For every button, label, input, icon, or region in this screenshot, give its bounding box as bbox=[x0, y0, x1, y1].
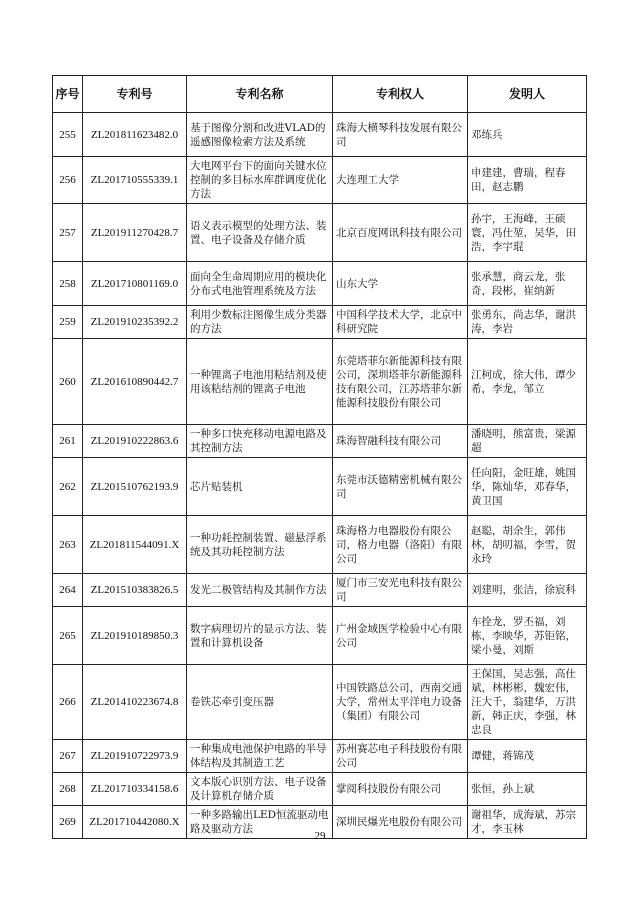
row-owner: 中国铁路总公司，西南交通大学，常州太平洋电力设备（集团）有限公司 bbox=[333, 665, 468, 740]
table-header-row bbox=[53, 76, 587, 113]
row-index: 269 bbox=[53, 806, 83, 839]
row-patent-no: ZL201910189850.3 bbox=[83, 607, 187, 665]
table-row bbox=[53, 204, 587, 262]
row-patent-no: ZL201811623482.0 bbox=[83, 113, 187, 157]
row-owner: 东莞塔菲尔新能源科技有限公司，深圳塔菲尔新能源科技有限公司，江苏塔菲尔新能源科技股份有限公司 bbox=[333, 339, 468, 425]
row-owner: 东莞市沃德精密机械有限公司 bbox=[333, 458, 468, 516]
row-patent-name: 一种多路输出LED恒流驱动电路及驱动方法 bbox=[187, 806, 333, 839]
row-owner: 珠海大横琴科技发展有限公司 bbox=[333, 113, 468, 157]
header-patent-name: 专利名称 bbox=[187, 76, 333, 113]
table-row bbox=[53, 740, 587, 773]
row-owner: 大连理工大学 bbox=[333, 157, 468, 204]
table-row bbox=[53, 113, 587, 157]
table-row bbox=[53, 339, 587, 425]
row-patent-no: ZL201811544091.X bbox=[83, 516, 187, 574]
header-patent-no: 专利号 bbox=[83, 76, 187, 113]
row-inventor: 谢祖华，成海斌，苏宗才，李玉林 bbox=[468, 806, 587, 839]
row-patent-name: 数字病理切片的显示方法、装置和计算机设备 bbox=[187, 607, 333, 665]
row-index: 257 bbox=[53, 204, 83, 262]
row-patent-no: ZL201710555339.1 bbox=[83, 157, 187, 204]
table-row bbox=[53, 306, 587, 339]
row-inventor: 邓练兵 bbox=[468, 113, 587, 157]
row-inventor: 谭健，蒋锦茂 bbox=[468, 740, 587, 773]
row-owner: 厦门市三安光电科技有限公司 bbox=[333, 574, 468, 607]
table-row bbox=[53, 607, 587, 665]
row-owner: 珠海格力电器股份有限公司，格力电器（洛阳）有限公司 bbox=[333, 516, 468, 574]
table-row bbox=[53, 773, 587, 806]
row-index: 261 bbox=[53, 425, 83, 458]
row-patent-name: 一种功耗控制装置、磁悬浮系统及其功耗控制方法 bbox=[187, 516, 333, 574]
row-owner: 广州金域医学检验中心有限公司 bbox=[333, 607, 468, 665]
row-patent-no: ZL201911270428.7 bbox=[83, 204, 187, 262]
row-index: 266 bbox=[53, 665, 83, 740]
table-row bbox=[53, 458, 587, 516]
row-patent-name: 面向全生命周期应用的模块化分布式电池管理系统及方法 bbox=[187, 262, 333, 306]
row-patent-name: 一种集成电池保护电路的半导体结构及其制造工艺 bbox=[187, 740, 333, 773]
row-patent-no: ZL201710442080.X bbox=[83, 806, 187, 839]
header-inventor: 发明人 bbox=[468, 76, 587, 113]
table-row bbox=[53, 574, 587, 607]
row-inventor: 王保国，吴志强，高仕斌，林彬彬，魏宏伟，汪大千，翁建华，万洪新，韩正庆，李强，林忠良 bbox=[468, 665, 587, 740]
row-patent-name: 卷铁芯牵引变压器 bbox=[187, 665, 333, 740]
row-inventor: 张承慧，商云龙，张奇，段彬，崔纳新 bbox=[468, 262, 587, 306]
patent-table bbox=[52, 75, 587, 839]
row-patent-no: ZL201910235392.2 bbox=[83, 306, 187, 339]
row-index: 264 bbox=[53, 574, 83, 607]
row-patent-no: ZL201910722973.9 bbox=[83, 740, 187, 773]
table-row bbox=[53, 262, 587, 306]
row-owner: 中国科学技术大学，北京中科研究院 bbox=[333, 306, 468, 339]
row-patent-no: ZL201910222863.6 bbox=[83, 425, 187, 458]
row-index: 265 bbox=[53, 607, 83, 665]
row-owner: 掌阅科技股份有限公司 bbox=[333, 773, 468, 806]
row-patent-name: 一种锂离子电池用粘结剂及使用该粘结剂的锂离子电池 bbox=[187, 339, 333, 425]
row-index: 258 bbox=[53, 262, 83, 306]
row-index: 255 bbox=[53, 113, 83, 157]
row-patent-no: ZL201710801169.0 bbox=[83, 262, 187, 306]
row-inventor: 江柯成，徐大伟，谭少希，李龙，邹立 bbox=[468, 339, 587, 425]
row-index: 268 bbox=[53, 773, 83, 806]
row-owner: 深圳民爆光电股份有限公司 bbox=[333, 806, 468, 839]
row-patent-name: 大电网平台下的面向关键水位控制的多目标水库群调度优化方法 bbox=[187, 157, 333, 204]
row-patent-no: ZL201410223674.8 bbox=[83, 665, 187, 740]
row-index: 259 bbox=[53, 306, 83, 339]
row-patent-no: ZL201710334158.6 bbox=[83, 773, 187, 806]
table-body bbox=[53, 113, 587, 839]
row-inventor: 车拴龙，罗丕福，刘栋，李映华，苏钜铭，梁小曼，刘斯 bbox=[468, 607, 587, 665]
row-owner: 山东大学 bbox=[333, 262, 468, 306]
row-patent-name: 文本版心识别方法、电子设备及计算机存储介质 bbox=[187, 773, 333, 806]
row-index: 260 bbox=[53, 339, 83, 425]
table-row bbox=[53, 425, 587, 458]
page-number: 29 bbox=[314, 830, 326, 842]
row-inventor: 孙宇，王海峰，王硕寰，冯仕堃，吴华，田浩，李宇琨 bbox=[468, 204, 587, 262]
table-row bbox=[53, 516, 587, 574]
row-patent-name: 语义表示模型的处理方法、装置、电子设备及存储介质 bbox=[187, 204, 333, 262]
row-owner: 北京百度网讯科技有限公司 bbox=[333, 204, 468, 262]
row-inventor: 张恒，孙上斌 bbox=[468, 773, 587, 806]
row-inventor: 张勇东，尚志华，谢洪涛，李岩 bbox=[468, 306, 587, 339]
row-patent-name: 基于图像分割和改进VLAD的遥感图像检索方法及系统 bbox=[187, 113, 333, 157]
row-patent-no: ZL201510383826.5 bbox=[83, 574, 187, 607]
row-patent-name: 芯片贴装机 bbox=[187, 458, 333, 516]
row-owner: 珠海智融科技有限公司 bbox=[333, 425, 468, 458]
row-patent-no: ZL201610890442.7 bbox=[83, 339, 187, 425]
row-index: 263 bbox=[53, 516, 83, 574]
row-index: 256 bbox=[53, 157, 83, 204]
row-inventor: 申建建，曹瑞，程春田，赵志鹏 bbox=[468, 157, 587, 204]
row-patent-name: 发光二极管结构及其制作方法 bbox=[187, 574, 333, 607]
row-owner: 苏州赛芯电子科技股份有限公司 bbox=[333, 740, 468, 773]
row-index: 262 bbox=[53, 458, 83, 516]
table-row bbox=[53, 665, 587, 740]
row-inventor: 刘建明，张洁，徐宸科 bbox=[468, 574, 587, 607]
row-inventor: 潘晓明，熊富贵，梁源超 bbox=[468, 425, 587, 458]
header-owner: 专利权人 bbox=[333, 76, 468, 113]
row-patent-name: 利用少数标注图像生成分类器的方法 bbox=[187, 306, 333, 339]
table-row bbox=[53, 157, 587, 204]
row-patent-no: ZL201510762193.9 bbox=[83, 458, 187, 516]
row-inventor: 任向阳，金旺雄，姚国华，陈灿华，邓春华，黄卫国 bbox=[468, 458, 587, 516]
row-index: 267 bbox=[53, 740, 83, 773]
row-patent-name: 一种多口快充移动电源电路及其控制方法 bbox=[187, 425, 333, 458]
header-index: 序号 bbox=[53, 76, 83, 113]
row-inventor: 赵聪，胡余生，郭伟林，胡叨福，李雪，贺永玲 bbox=[468, 516, 587, 574]
